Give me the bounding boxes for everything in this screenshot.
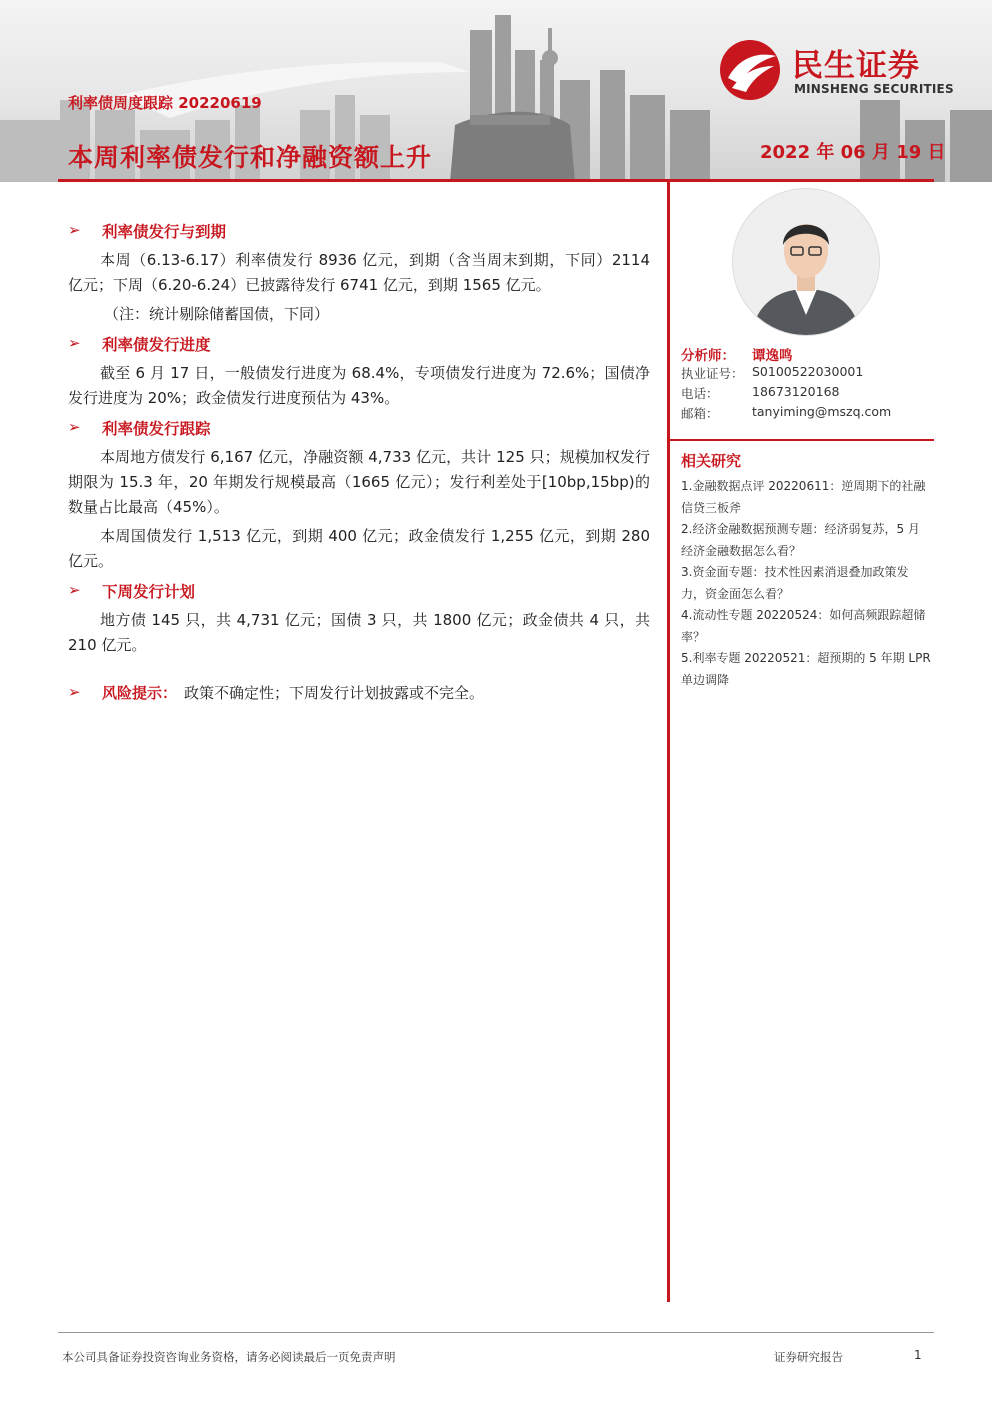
license-row	[681, 364, 931, 384]
report-title: 本周利率债发行和净融资额上升	[68, 143, 433, 172]
email-address[interactable]: tanyiming@mszq.com	[752, 404, 892, 419]
analyst-photo	[732, 188, 880, 336]
section-heading	[68, 578, 650, 604]
phone-number: 18673120168	[752, 384, 840, 399]
section-heading	[68, 331, 650, 357]
section-heading	[68, 218, 650, 244]
analyst-info	[681, 344, 931, 424]
paragraph: 本周（6.13-6.17）利率债发行 8936 亿元，到期（含当周末到期，下同）2114 亿元；下周（6.20-6.24）已披露待发行 6741 亿元，到期 1565 亿元。	[68, 251, 650, 294]
paragraph: 本周地方债发行 6,167 亿元，净融资额 4,733 亿元，共计 125 只；规模加权发行期限为 15.3 年，20 年期发行规模最高（1665 亿元）；发行利差处于[10bp,15bp)的数量占比最高（45%）。	[68, 448, 650, 516]
risk-label: 风险提示：	[102, 684, 178, 702]
section-heading	[68, 415, 650, 441]
header-divider	[58, 179, 934, 182]
minsheng-logo-icon	[718, 38, 782, 102]
related-research-item[interactable]: 2.经济金融数据预测专题：经济弱复苏，5 月经济金融数据怎么看？	[681, 522, 920, 558]
paragraph: 本周国债发行 1,513 亿元，到期 400 亿元；政金债发行 1,255 亿元，到期 280 亿元。	[68, 527, 650, 570]
main-content	[68, 216, 650, 706]
risk-warning	[68, 680, 650, 706]
footer-disclaimer: 本公司具备证券投资咨询业务资格，请务必阅读最后一页免责声明	[62, 1350, 396, 1364]
footer-divider	[58, 1332, 934, 1333]
section-title: 利率债发行跟踪	[102, 420, 211, 438]
phone-label: 电话：	[681, 386, 719, 401]
license-number: S0100522030001	[752, 364, 864, 379]
analyst-label: 分析师：	[681, 348, 735, 364]
related-research-title: 相关研究	[681, 452, 742, 470]
report-series: 利率债周度跟踪 20220619	[68, 94, 262, 112]
arrow-bullet-icon: ➢	[68, 334, 81, 352]
arrow-bullet-icon: ➢	[68, 221, 81, 239]
arrow-bullet-icon: ➢	[68, 581, 81, 599]
email-label: 邮箱：	[681, 406, 719, 421]
paragraph: 地方债 145 只，共 4,731 亿元；国债 3 只，共 1800 亿元；政金债共 4 只，共 210 亿元。	[68, 611, 650, 654]
section-title: 利率债发行进度	[102, 336, 211, 354]
note-text: （注：统计剔除储蓄国债，下同）	[104, 305, 330, 323]
phone-row	[681, 384, 931, 404]
header-banner	[0, 0, 992, 182]
company-logo	[718, 38, 968, 102]
related-research-item[interactable]: 5.利率专题 20220521：超预期的 5 年期 LPR 单边调降	[681, 651, 931, 687]
section-title: 下周发行计划	[102, 583, 196, 601]
analyst-name-row	[681, 344, 931, 364]
sidebar-divider	[670, 439, 934, 441]
page-number: 1	[914, 1348, 922, 1362]
section-title: 利率债发行与到期	[102, 223, 227, 241]
footer-report-type: 证券研究报告	[774, 1350, 843, 1364]
related-research-item[interactable]: 4.流动性专题 20220524：如何高频跟踪超储率？	[681, 608, 926, 644]
license-label: 执业证号：	[681, 366, 744, 381]
related-research-list	[681, 476, 931, 691]
logo-english-text: MINSHENG SECURITIES	[794, 82, 954, 96]
arrow-bullet-icon: ➢	[68, 418, 81, 436]
person-portrait-icon	[733, 189, 879, 335]
email-row	[681, 404, 931, 424]
analyst-name: 谭逸鸣	[752, 348, 793, 364]
related-research-item[interactable]: 3.资金面专题：技术性因素消退叠加政策发力，资金面怎么看？	[681, 565, 909, 601]
paragraph: 截至 6 月 17 日，一般债发行进度为 68.4%，专项债发行进度为 72.6%；国债净发行进度为 20%；政金债发行进度预估为 43%。	[68, 364, 650, 407]
report-date: 2022 年 06 月 19 日	[760, 142, 946, 163]
column-divider	[667, 182, 670, 1302]
risk-text: 政策不确定性；下周发行计划披露或不完全。	[184, 684, 485, 702]
related-research-item[interactable]: 1.金融数据点评 20220611：逆周期下的社融信贷三板斧	[681, 479, 926, 515]
arrow-bullet-icon: ➢	[68, 683, 81, 701]
logo-chinese-text: 民生证券	[792, 48, 920, 84]
